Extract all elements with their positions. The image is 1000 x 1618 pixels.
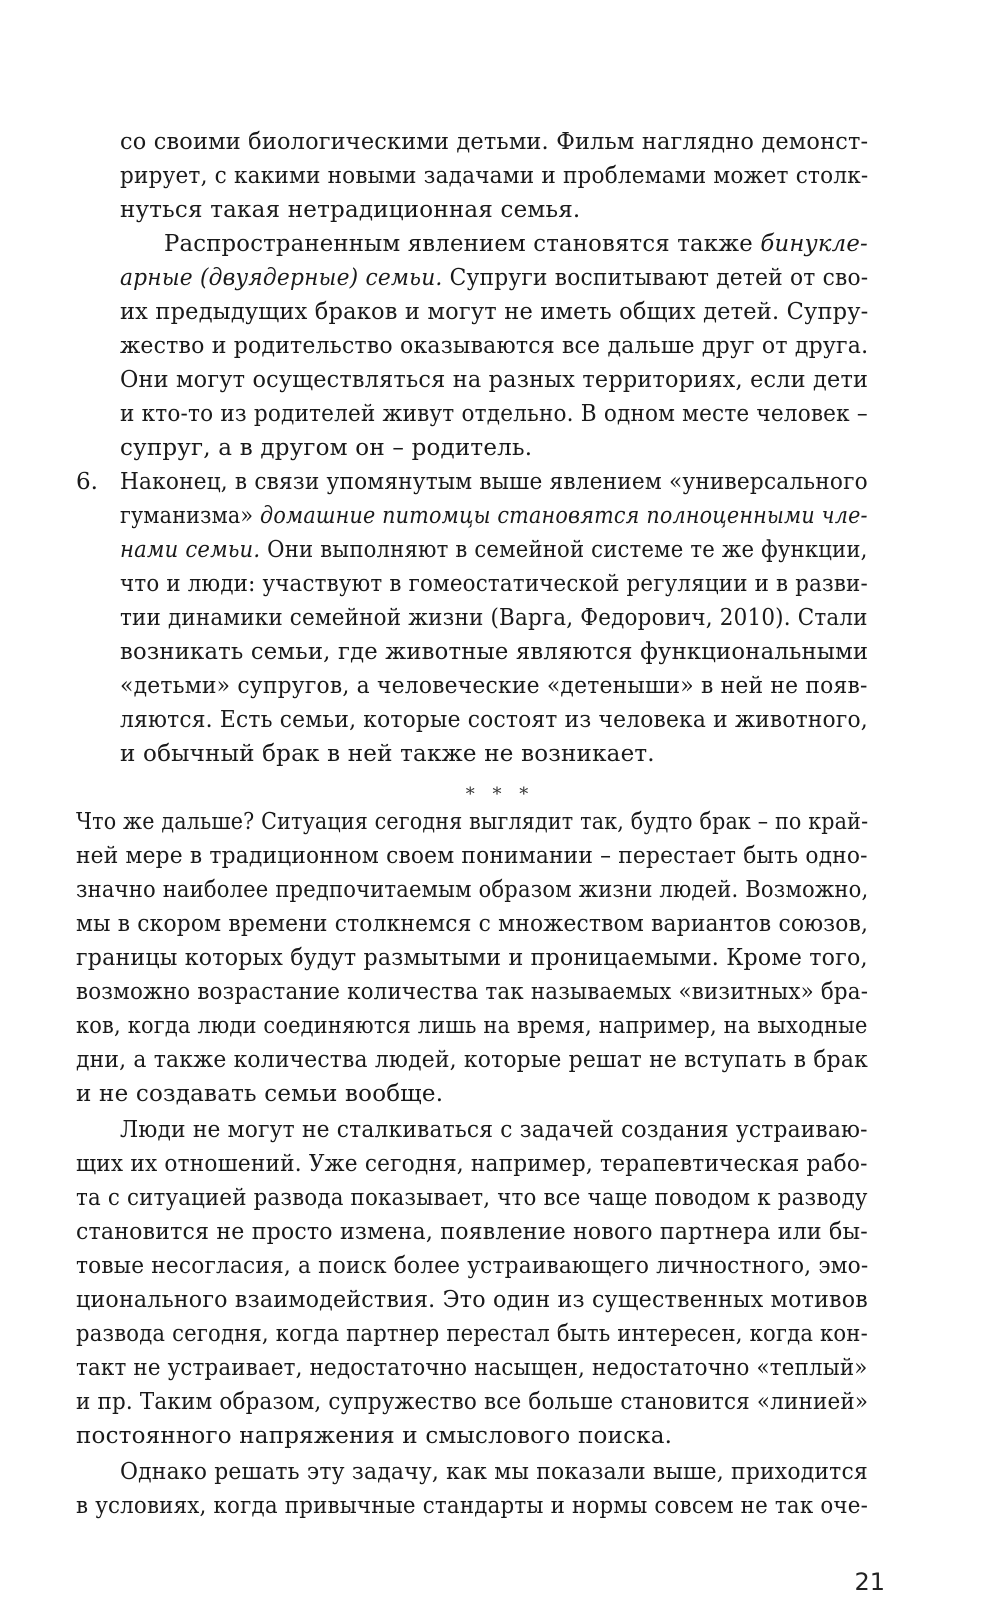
text-line: Однако решать эту задачу, как мы показали выше, приходится [120,1459,868,1485]
text-line: их предыдущих браков и могут не иметь общих детей. Супру- [120,299,869,325]
text-line: что и люди: участвуют в гомеостатической регуляции и в разви- [120,571,868,597]
page-number: 21 [854,1568,885,1596]
text-line: товые несогласия, а поиск более устраивающего личностного, эмо- [76,1253,869,1279]
text-line: и не создавать семьи вообще. [76,1081,444,1107]
text-line: «детьми» супругов, а человеческие «детеныши» в ней не появ- [120,673,868,699]
text-line: супруг, а в другом он – родитель. [120,435,533,461]
text-line: в условиях, когда привычные стандарты и нормы совсем не так оче- [76,1493,869,1519]
text-line: возникать семьи, где животные являются функциональными [120,639,869,665]
italic-term: нами семьи. [120,537,261,563]
text-span: Распространенным явлением становятся также [164,231,761,257]
text-line: ционального взаимодействия. Это один из существенных мотивов [76,1287,868,1313]
text-line: становится не просто измена, появление нового партнера или бы- [76,1219,868,1245]
text-line: границы которых будут размытыми и проницаемыми. Кроме того, [76,945,868,971]
italic-term: домашние питомцы становятся полноценными чле- [260,503,868,529]
text-line: Наконец, в связи упомянутым выше явлением «универсального [120,469,868,495]
text-line [120,499,868,533]
text-line: нуться такая нетрадиционная семья. [120,197,581,223]
text-line: ков, когда люди соединяются лишь на время, например, на выходные [76,1013,868,1039]
text-line: рирует, с какими новыми задачами и проблемами может столк- [120,163,869,189]
text-line: такт не устраивает, недостаточно насыщен, недостаточно «теплый» [76,1355,868,1381]
text-span: Супруги воспитывают детей от сво- [442,265,869,291]
section-separator: * * * [465,784,535,805]
text-line: со своими биологическими детьми. Фильм наглядно демонст- [120,129,869,155]
text-line: щих их отношений. Уже сегодня, например, терапевтическая рабо- [76,1151,868,1177]
text-line: Они могут осуществляться на разных территориях, если дети [120,367,869,393]
text-line: дни, а также количества людей, которые решат не вступать в брак [76,1047,868,1073]
italic-term: бинукле- [760,231,868,257]
text-line: та с ситуацией развода показывает, что все чаще поводом к разводу [76,1185,868,1211]
text-line: ляются. Есть семьи, которые состоят из человека и животного, [120,707,868,733]
text-line: развода сегодня, когда партнер перестал быть интересен, когда кон- [76,1321,868,1347]
list-number: 6. [76,469,98,495]
text-line [120,533,868,567]
text-line: и кто-то из родителей живут отдельно. В одном месте человек – [120,401,868,427]
text-line: ней мере в традиционном своем понимании – перестает быть одно- [76,843,868,869]
text-line: возможно возрастание количества так называемых «визитных» бра- [76,979,869,1005]
text-line: Люди не могут не сталкиваться с задачей создания устраиваю- [120,1117,868,1143]
text-line: и пр. Таким образом, супружество все больше становится «линией» [76,1389,869,1415]
text-span: гуманизма» [120,503,261,529]
text-span: Они выполняют в семейной системе те же функции, [260,537,868,563]
text-line: и обычный брак в ней также не возникает. [120,741,655,767]
text-line: мы в скором времени столкнемся с множеством вариантов союзов, [76,911,869,937]
text-line: постоянного напряжения и смыслового поиска. [76,1423,673,1449]
text-line: жество и родительство оказываются все дальше друг от друга. [120,333,869,359]
italic-term: арные (двуядерные) семьи. [120,265,443,291]
text-line: значно наиболее предпочитаемым образом жизни людей. Возможно, [76,877,869,903]
text-line [120,261,868,295]
text-line [164,227,868,261]
text-line: тии динамики семейной жизни (Варга, Федорович, 2010). Стали [120,605,868,631]
text-line: Что же дальше? Ситуация сегодня выглядит так, будто брак – по край- [76,809,869,835]
